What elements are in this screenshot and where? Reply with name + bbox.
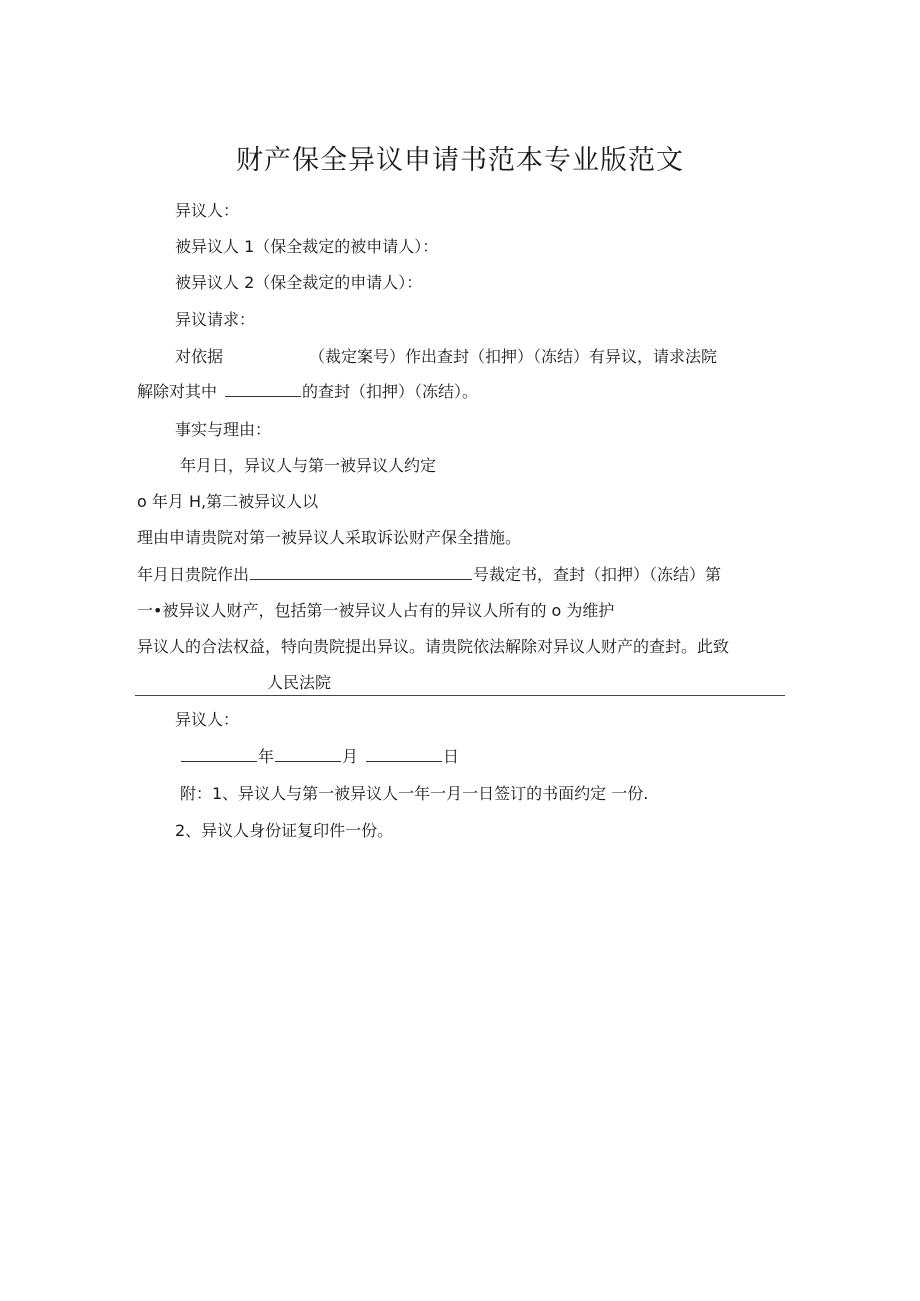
day-blank xyxy=(366,746,442,762)
court-label: 人民法院 xyxy=(267,673,332,692)
court-underline xyxy=(135,695,785,696)
day-label: 日 xyxy=(443,747,460,766)
request-line-2-start: 解除对其中 xyxy=(137,382,218,401)
attachment-1: 附：1、异议人与第一被异议人一年一月一日签订的书面约定 一份. xyxy=(180,784,649,803)
month-label: 月 xyxy=(342,747,359,766)
facts-label: 事实与理由： xyxy=(175,420,272,439)
attachment-2: 2、异议人身份证复印件一份。 xyxy=(175,821,394,840)
respondent2-label: 被异议人 2（保全裁定的申请人）： xyxy=(175,273,423,292)
date-line xyxy=(180,746,459,768)
year-blank xyxy=(181,746,257,762)
request-line-1-end: （裁定案号）作出查封（扣押）（冻结）有异议，请求法院 xyxy=(309,347,718,366)
year-label: 年 xyxy=(258,747,275,766)
month-blank xyxy=(275,746,341,762)
signature-label: 异议人： xyxy=(175,710,240,729)
objector-label: 异议人： xyxy=(175,201,240,220)
facts-line-6: 异议人的合法权益，特向贵院提出异议。请贵院依法解除对异议人财产的查封。此致 xyxy=(137,637,730,656)
respondent1-label: 被异议人 1（保全裁定的被申请人）： xyxy=(175,237,439,256)
facts-line-4 xyxy=(137,564,721,586)
document-title: 财产保全异议申请书范本专业版范文 xyxy=(236,145,684,176)
request-line-2 xyxy=(137,381,478,403)
ruling-number-blank xyxy=(250,564,472,580)
facts-line-4-start: 年月日贵院作出 xyxy=(137,565,250,584)
request-label: 异议请求： xyxy=(175,310,256,329)
request-line-2-end: 的查封（扣押）（冻结）。 xyxy=(302,382,479,401)
facts-line-2: o 年月 H,第二被异议人以 xyxy=(137,492,319,511)
facts-line-4-end: 号裁定书，查封（扣押）（冻结）第 xyxy=(473,565,722,584)
facts-line-1: 年月日，异议人与第一被异议人约定 xyxy=(180,456,437,475)
facts-line-3: 理由申请贵院对第一被异议人采取诉讼财产保全措施。 xyxy=(137,528,522,547)
request-line-1 xyxy=(175,346,717,368)
request-line-1-start: 对依据 xyxy=(175,347,224,366)
property-blank xyxy=(225,381,301,397)
facts-line-5: 一•被异议人财产，包括第一被异议人占有的异议人所有的 o 为维护 xyxy=(137,601,615,620)
